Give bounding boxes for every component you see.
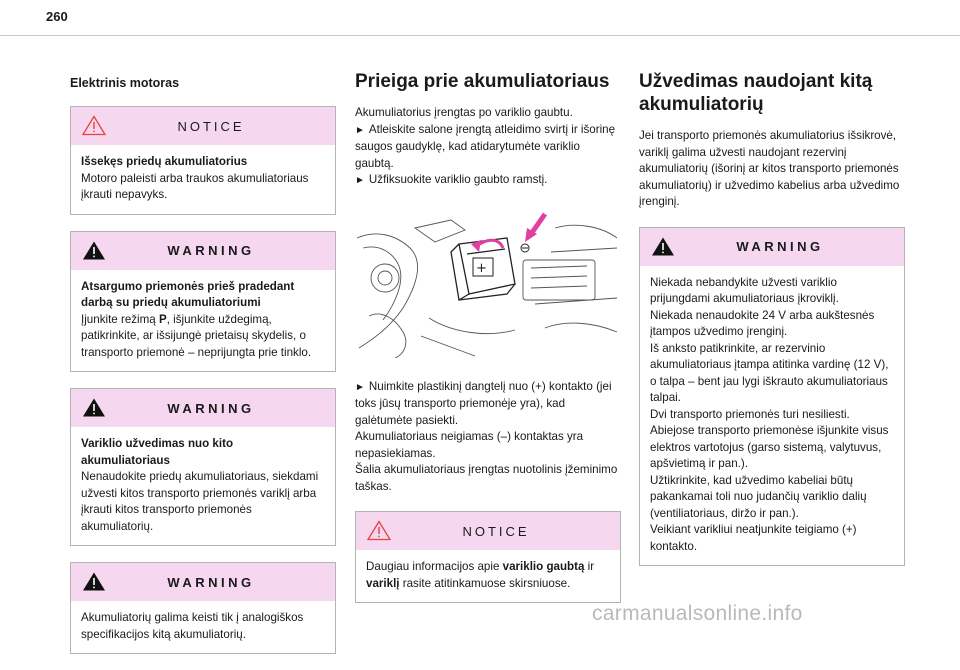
- section-heading-electric-motor: Elektrinis motoras: [70, 76, 180, 90]
- watermark-text: carmanualsonline.info: [592, 602, 803, 625]
- warning-lead: Atsargumo priemonės prieš pradedant darbą su priedų akumuliatoriumi: [81, 279, 295, 309]
- warning-triangle-icon: [82, 240, 106, 261]
- warning-triangle-icon: [367, 520, 391, 541]
- warning-header: [640, 228, 904, 266]
- step-remove-cover: [355, 379, 621, 430]
- warning-header: [71, 563, 335, 601]
- notice-text-e: rasite atitinkamuose skirsniuose.: [399, 576, 571, 590]
- step-text: Nuimkite plastikinį dangtelį nuo (+) kontakto (jei toks jūsų transporto priemonėje yra), kad galėtumėte pasiekti.: [355, 379, 612, 427]
- warning-box-replacement: [70, 562, 336, 654]
- step-arrow-icon: ►: [355, 124, 365, 136]
- notice-header: [356, 512, 620, 550]
- warning-box-jump-start: [639, 227, 905, 567]
- column-right: [639, 66, 905, 582]
- warning-body: [71, 270, 335, 372]
- warning-line: Dvi transporto priemonės turi nesiliesti.: [650, 407, 850, 421]
- section-heading-jump-start: Užvedimas naudojant kitą akumuliatorių: [639, 71, 873, 115]
- warning-header: [71, 232, 335, 270]
- warning-line: Iš anksto patikrinkite, ar rezervinio akumuliatoriaus įtampa atitinka vardinę (12 V), o talpa – bent jau lygi iškrauto akumuliatoriaus talpai.: [650, 341, 889, 404]
- warning-box-jump-start: [70, 388, 336, 546]
- page-number: 260: [46, 9, 68, 24]
- warning-body: [71, 427, 335, 545]
- warning-box-precautions: [70, 231, 336, 373]
- notice-lead: Išsekęs priedų akumuliatorius: [81, 155, 248, 168]
- step-arrow-icon: ►: [355, 175, 365, 186]
- warning-label: WARNING: [167, 574, 255, 590]
- warning-label: WARNING: [736, 239, 824, 254]
- notice-box: [70, 106, 336, 215]
- warning-text-mode: P: [158, 312, 167, 326]
- warning-header: [71, 389, 335, 427]
- warning-text: Nenaudokite priedų akumuliatoriaus, siekdami užvesti kitos transporto priemonės variklį arba įkrauti kitos transporto priemonės akumuliatorių.: [81, 470, 319, 533]
- notice-text: Motoro paleisti arba traukos akumuliatoriaus įkrauti nepavyks.: [81, 171, 309, 201]
- step-text: Atleiskite salone įrengtą atleidimo svirtį ir išorinę saugos gaudyklę, kad atidarytumėte variklio gaubtą.: [355, 122, 616, 170]
- warning-text: Akumuliatorių galima keisti tik į analogiškos specifikacijos kitą akumuliatorių.: [81, 611, 304, 641]
- warning-line: Niekada nenaudokite 24 V arba aukštesnės įtampos užvedimo įrenginį.: [650, 308, 875, 338]
- notice-label: NOTICE: [177, 118, 245, 134]
- warning-text-a: Įjunkite režimą: [81, 312, 159, 326]
- step-release-hood: [355, 122, 621, 173]
- warning-line: Užtikrinkite, kad užvedimo kabeliai būtų pakankamai toli nuo judančių variklio dalių (ventiliatoriaus, diržo ir pan.).: [650, 473, 867, 520]
- warning-body: [640, 266, 904, 566]
- paragraph-intro: Akumuliatorius įrengtas po variklio gaubtu.: [355, 106, 573, 119]
- step-arrow-icon: ►: [355, 381, 365, 393]
- warning-triangle-icon: [82, 397, 106, 418]
- paragraph-negative-terminal: Akumuliatoriaus neigiamas (–) kontaktas yra nepasiekiamas.: [355, 430, 584, 460]
- notice-text-a: Daugiau informacijos apie: [366, 560, 503, 573]
- column-middle: [355, 66, 621, 619]
- engine-bay-battery-illustration: [355, 208, 621, 358]
- warning-line: Niekada nebandykite užvesti variklio prijungdami akumuliatoriaus įkroviklį.: [650, 275, 839, 305]
- svg-text:+: +: [476, 260, 487, 276]
- notice-link-engine: variklį: [366, 576, 400, 590]
- warning-triangle-icon: [651, 236, 675, 257]
- notice-box: [355, 511, 621, 603]
- top-divider: [0, 35, 960, 36]
- warning-triangle-icon: [82, 571, 106, 592]
- notice-text-c: ir: [584, 560, 595, 573]
- warning-triangle-icon: [82, 115, 106, 136]
- paragraph-ground-point: Šalia akumuliatoriaus įrengtas nuotolinis įžeminimo taškas.: [355, 463, 618, 493]
- column-left: [70, 66, 336, 670]
- warning-body: [71, 601, 335, 653]
- step-fix-prop: [355, 172, 621, 190]
- warning-line: Veikiant varikliui neatjunkite teigiamo (+) kontakto.: [650, 523, 857, 553]
- step-text: Užfiksuokite variklio gaubto ramstį.: [368, 173, 548, 186]
- paragraph-intro: Jei transporto priemonės akumuliatorius išsikrovė, variklį galima užvesti naudojant rezervinį akumuliatorių (išorinį ar kitos transporto priemonės akumuliatorių) ir užvedimo kabelius arba užvedimo įrenginį.: [639, 129, 900, 208]
- notice-link-hood: variklio gaubtą: [502, 560, 585, 573]
- warning-line: Abiejose transporto priemonėse išjunkite visus elektros vartotojus (garso sistemą, valytuvus, apšvietimą ir pan.).: [650, 424, 889, 470]
- warning-lead: Variklio užvedimas nuo kito akumuliatoriaus: [81, 437, 234, 467]
- warning-label: WARNING: [167, 243, 255, 258]
- warning-label: WARNING: [167, 400, 255, 416]
- notice-header: [71, 107, 335, 145]
- notice-label: NOTICE: [462, 523, 530, 539]
- section-heading-battery-access: Prieiga prie akumuliatoriaus: [355, 71, 610, 92]
- notice-body: [71, 145, 335, 214]
- notice-body: [356, 550, 620, 602]
- warning-text-c: , išjunkite uždegimą, patikrinkite, ar išsijungė prietaisų skydelis, o transporto priemonė – neprijungta prie tinklo.: [81, 312, 312, 359]
